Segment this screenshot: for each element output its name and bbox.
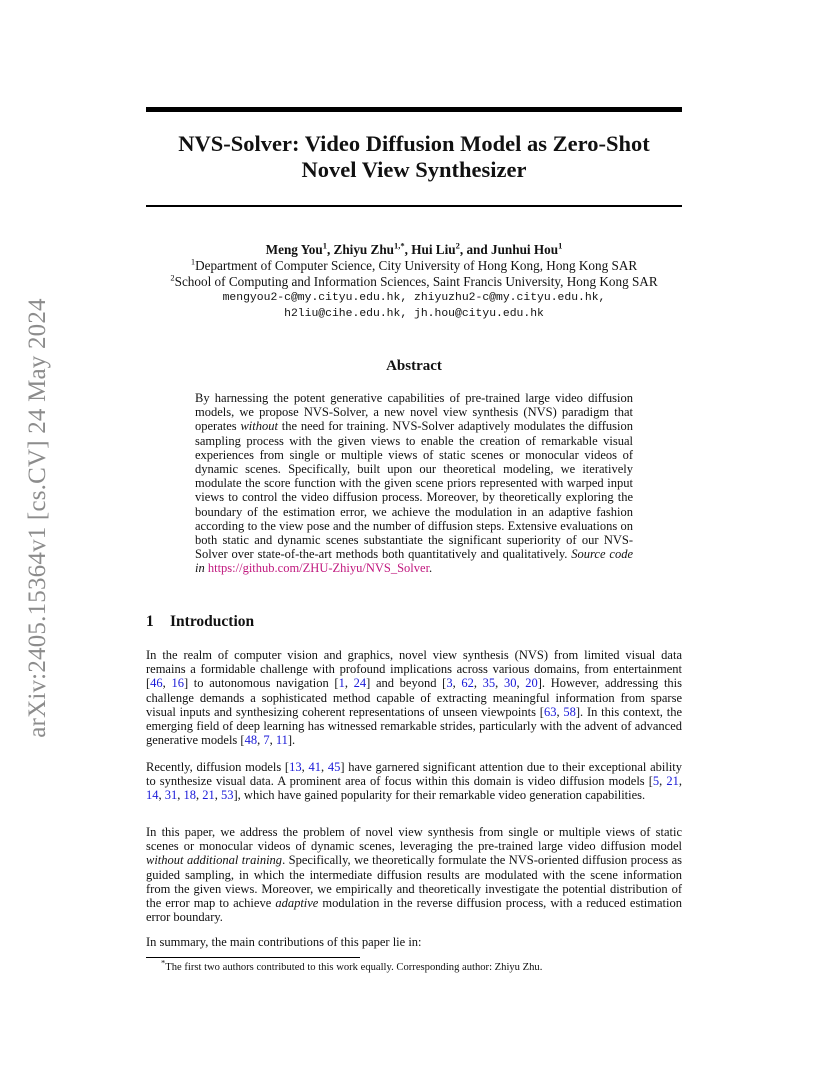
footnote-rule — [146, 957, 360, 958]
title-line-1: NVS-Solver: Video Diffusion Model as Zero-Shot — [178, 131, 650, 156]
affiliation-text: Department of Computer Science, City University of Hong Kong, Hong Kong SAR — [195, 258, 638, 273]
title-bottom-rule — [146, 205, 682, 207]
citation-link[interactable]: 7 — [263, 733, 270, 748]
abstract-text: . — [429, 561, 433, 576]
intro-paragraph-2: Recently, diffusion models [13, 41, 45] have garnered significant attention due to their exceptional ability to synthesize visual data. A prominent area of focus within this domain is video diffusion models [5, 21, 14, 31, 18, 21, 53], which have gained popularity for their remarkable video generation capabilities. — [146, 760, 683, 803]
abstract-emphasis: without — [240, 419, 278, 434]
paper-title — [146, 131, 682, 183]
paragraph-text: ]. However, addressing this challenge demands a sophisticated method capable of extracting meaningful information from sparse visual inputs and synthesizing coherent representations of unseen viewpoints [ — [146, 676, 683, 719]
email-line-2: h2liu@cihe.edu.hk, jh.hou@cityu.edu.hk — [284, 308, 544, 320]
paragraph-text: ] and beyond [ — [366, 676, 447, 691]
citation-link[interactable]: 13 — [289, 760, 302, 774]
citation-link[interactable]: 45 — [327, 760, 341, 774]
abstract-text: the need for training. NVS-Solver adaptively modulates the diffusion sampling process with the given views to enable the creation of remarkable visual experiences from single or multiple views of static scenes or monocular videos of dynamic scenes. Specifically, built upon our theoretical modeling, we iteratively modulate the score function with the given scene priors represented with warped input views to control the video diffusion process. Moreover, by theoretically exploring the boundary of the estimation error, we achieve the modulation in an adaptive fashion according to the view pose and the number of diffusion steps. Extensive evaluations on both static and dynamic scenes substantiate the significant superiority of our NVS-Solver over state-of-the-art methods both quantitatively and qualitatively. — [195, 419, 634, 562]
paragraph-text: Recently, diffusion models [ — [146, 760, 290, 774]
footnote-mark: * — [161, 957, 166, 968]
citation-link[interactable]: 31 — [164, 788, 178, 803]
citation-link[interactable]: 24 — [353, 676, 367, 691]
author-separator: , — [326, 242, 334, 257]
affiliation-sup: 2 — [170, 272, 175, 283]
arxiv-identifier-stamp: arXiv:2405.15364v1 [cs.CV] 24 May 2024 — [24, 298, 51, 738]
citation-link[interactable]: 11 — [275, 733, 288, 748]
abstract-text: By harnessing the potent generative capabilities of pre-trained large video diffusion models, we propose NVS-Solver, a new novel view synthesis (NVS) paradigm that operates — [195, 391, 633, 434]
author-zhiyu-zhu: Zhiyu Zhu — [333, 242, 395, 257]
author-hui-liu: Hui Liu — [411, 242, 456, 257]
paragraph-text: ] to autonomous navigation [ — [183, 676, 339, 691]
citation-link[interactable]: 41 — [308, 760, 321, 774]
citation-link[interactable]: 18 — [183, 788, 196, 803]
affiliation-text: School of Computing and Information Sciences, Saint Francis University, Hong Kong SAR — [174, 274, 658, 289]
author-sup: 2 — [455, 240, 460, 251]
affiliation-sup: 1 — [190, 256, 196, 267]
title-line-2: Novel View Synthesizer — [301, 157, 527, 182]
author-meng-you: Meng You — [265, 242, 323, 257]
paragraph-emphasis: without additional training — [146, 853, 283, 868]
citation-link[interactable]: 21 — [202, 788, 215, 803]
paragraph-emphasis: adaptive — [275, 896, 319, 911]
footnote-text: The first two authors contributed to this work equally. Corresponding author: Zhiyu Zhu. — [165, 962, 543, 973]
intro-paragraph-4: In summary, the main contributions of this paper lie in: — [146, 935, 422, 949]
citation-link[interactable]: 30 — [503, 676, 517, 691]
intro-paragraph-3 — [146, 825, 682, 924]
author-sup: 1,* — [394, 240, 405, 251]
author-sup: 1 — [322, 240, 327, 251]
citation-link[interactable]: 62 — [461, 676, 474, 691]
author-junhui-hou: Junhui Hou — [491, 242, 559, 257]
paragraph-text: In this paper, we address the problem of novel view synthesis from single or multiple views of static scenes or monocular videos of dynamic scenes, leveraging the pre-trained large video diffusion model — [146, 825, 682, 854]
paragraph-text: . Specifically, we theoretically formulate the NVS-oriented diffusion process as guided sampling, in which the intermediate diffusion results are modulated with the scene information from the given views. Moreover, we empirically and theoretically investigate the potential distribution of the error map to achieve — [146, 853, 682, 911]
author-names — [146, 242, 682, 258]
author-block — [146, 242, 682, 322]
paragraph-text: ], which have gained popularity for their remarkable video generation capabilities. — [233, 788, 646, 803]
citation-link[interactable]: 16 — [171, 676, 184, 691]
citation-link[interactable]: 21 — [666, 774, 679, 789]
paragraph-text: ] have garnered significant attention due to their exceptional ability to synthesize visual data. A prominent area of focus within this domain is video diffusion models [ — [146, 760, 683, 789]
intro-paragraph-1: In the realm of computer vision and graphics, novel view synthesis (NVS) from limited visual data remains a formidable challenge with profound implications across various domains, from entertainment [46, 16] to autonomous navigation [1, 24] and beyond [3, 62, 35, 30, 20]. However, addressing this challenge demands a sophisticated method capable of extracting meaningful information from sparse visual inputs and synthesizing coherent representations of unseen viewpoints [63, 58]. In this context, the emerging field of deep learning has witnessed remarkable strides, particularly with the advent of advanced generative models [48, 7, 11]. — [146, 648, 683, 748]
citation-link[interactable]: 1 — [338, 676, 345, 691]
citation-link[interactable]: 35 — [482, 676, 496, 691]
paragraph-text: ]. In this context, the emerging field of deep learning has witnessed remarkable strides, particularly with the advent of advanced generative models [ — [146, 704, 682, 748]
source-code-label: Source code in — [195, 547, 634, 576]
citation-link[interactable]: 63 — [543, 704, 557, 719]
citation-link[interactable]: 14 — [146, 788, 159, 803]
citation-link[interactable]: 53 — [221, 788, 234, 803]
footnote — [161, 957, 543, 974]
abstract-body — [195, 391, 633, 576]
section-title: Introduction — [170, 613, 255, 630]
paragraph-text: modulation in the reverse diffusion process, with a reduced estimation error boundary. — [146, 896, 682, 925]
email-line-1: mengyou2-c@my.cityu.edu.hk, zhiyuzhu2-c@my.cityu.edu.hk, — [222, 292, 606, 304]
abstract-heading: Abstract — [386, 358, 442, 374]
author-separator: , and — [459, 242, 491, 257]
affiliation-1 — [146, 258, 682, 274]
citation-link[interactable]: 5 — [652, 774, 660, 789]
section-heading-introduction — [146, 613, 254, 631]
citation-link[interactable]: 3 — [446, 676, 453, 691]
paragraph-text: In the realm of computer vision and graphics, novel view synthesis (NVS) from limited visual data remains a formidable challenge with profound implications across various domains, from entertainment [ — [146, 648, 682, 691]
paragraph-text: ]. — [287, 733, 296, 748]
source-code-link[interactable]: https://github.com/ZHU-Zhiyu/NVS_Solver — [207, 561, 430, 576]
section-number: 1 — [146, 613, 154, 630]
author-sup: 1 — [558, 240, 563, 251]
citation-link[interactable]: 48 — [244, 733, 258, 748]
citation-link[interactable]: 46 — [150, 676, 163, 691]
citation-link[interactable]: 58 — [563, 704, 576, 719]
affiliation-2 — [146, 274, 682, 290]
title-top-rule — [146, 107, 682, 112]
citation-link[interactable]: 20 — [525, 676, 538, 691]
author-separator: , — [404, 242, 412, 257]
